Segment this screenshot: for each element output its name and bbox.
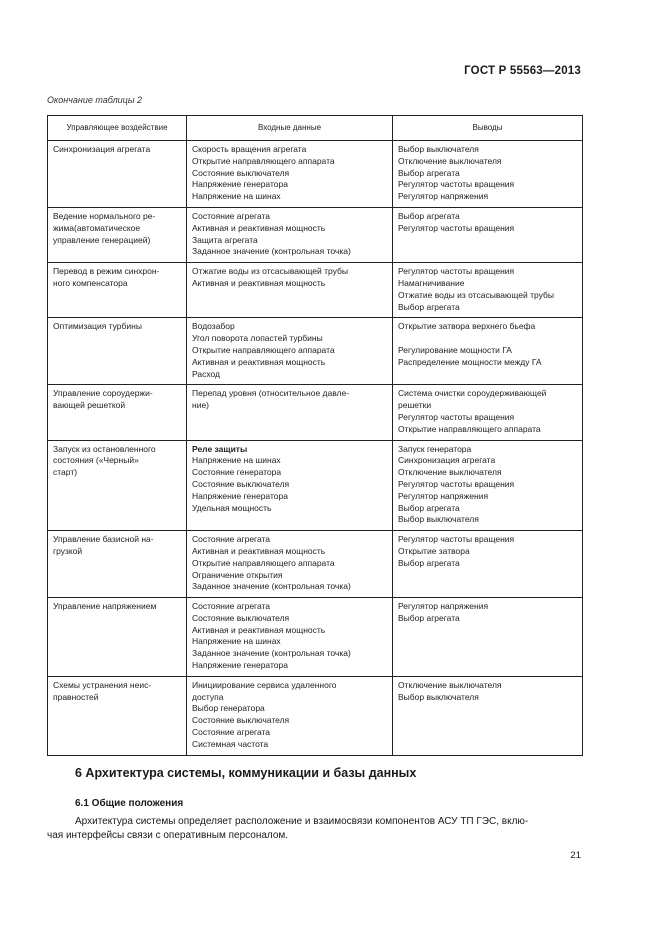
cell-line: Удельная мощность bbox=[192, 502, 272, 513]
cell-line: Регулятор частоты вращения bbox=[398, 411, 515, 422]
table-header-row bbox=[48, 116, 583, 141]
cell-line: Активная и реактивная мощность bbox=[192, 222, 326, 233]
cell-line: Напряжение генератора bbox=[192, 660, 288, 671]
cell-line: Запуск генератора bbox=[398, 443, 472, 454]
cell-inputs bbox=[187, 440, 393, 531]
table-row bbox=[48, 676, 583, 755]
cell-line: Отжатие воды из отсасывающей трубы bbox=[398, 289, 554, 300]
cell-line: Состояние выключателя bbox=[192, 478, 290, 489]
table-row bbox=[48, 598, 583, 677]
cell-line: Регулятор частоты вращения bbox=[398, 478, 515, 489]
cell-line: Состояние агрегата bbox=[192, 210, 271, 221]
data-table bbox=[47, 115, 583, 756]
cell-line: Отключение выключателя bbox=[398, 467, 502, 478]
cell-outputs bbox=[393, 598, 583, 677]
cell-action bbox=[48, 531, 187, 598]
cell-line: Открытие направляющего аппарата bbox=[398, 423, 541, 434]
cell-line: Напряжение на шинах bbox=[192, 455, 281, 466]
cell-line: Регулятор частоты вращения bbox=[398, 179, 515, 190]
cell-action bbox=[48, 141, 187, 208]
cell-line: управление генерацией) bbox=[53, 234, 151, 245]
column-header-action: Управляющее воздействие bbox=[48, 116, 187, 141]
cell-line: Синхронизация агрегата bbox=[398, 455, 496, 466]
cell-line: Напряжение на шинах bbox=[192, 636, 281, 647]
cell-line: Выбор выключателя bbox=[398, 144, 479, 154]
table-row bbox=[48, 141, 583, 208]
cell-action bbox=[48, 598, 187, 677]
cell-line: Перепад уровня (относительное давле- bbox=[192, 388, 350, 399]
cell-line: Скорость вращения агрегата bbox=[192, 144, 307, 154]
cell-line: Регулятор частоты вращения bbox=[398, 222, 515, 233]
cell-line: Регулятор частоты вращения bbox=[398, 266, 515, 277]
cell-line: Схемы устранения неис- bbox=[53, 679, 152, 690]
cell-line: Отжатие воды из отсасывающей трубы bbox=[192, 266, 348, 277]
subsection-title: 6.1 Общие положения bbox=[75, 798, 184, 809]
cell-outputs bbox=[393, 318, 583, 385]
cell-line: Заданное значение (контрольная точка) bbox=[192, 648, 351, 659]
paragraph-line: Архитектура системы определяет расположение и взаимосвязи компонентов АСУ ТП ГЭС, вклю- bbox=[75, 816, 529, 827]
cell-line: Распределение мощности между ГА bbox=[398, 356, 542, 367]
cell-outputs bbox=[393, 676, 583, 755]
cell-action bbox=[48, 385, 187, 440]
column-header-outputs: Выводы bbox=[393, 116, 583, 141]
cell-line: Инициирование сервиса удаленного bbox=[192, 679, 337, 690]
standard-number: ГОСТ Р 55563—2013 bbox=[464, 65, 581, 77]
page-number: 21 bbox=[570, 850, 581, 861]
cell-action bbox=[48, 676, 187, 755]
cell-line: Регулятор напряжения bbox=[398, 191, 489, 202]
cell-inputs bbox=[187, 676, 393, 755]
cell-line: Регулятор напряжения bbox=[398, 601, 489, 612]
cell-line: Выбор выключателя bbox=[398, 691, 479, 702]
cell-line: Защита агрегата bbox=[192, 234, 258, 245]
cell-outputs bbox=[393, 531, 583, 598]
cell-line: Открытие направляющего аппарата bbox=[192, 155, 335, 166]
cell-line: Состояние выключателя bbox=[192, 167, 290, 178]
cell-line: Активная и реактивная мощность bbox=[192, 624, 326, 635]
cell-line: Регулирование мощности ГА bbox=[398, 344, 512, 355]
cell-line: Заданное значение (контрольная точка) bbox=[192, 581, 351, 592]
cell-line: Напряжение на шинах bbox=[192, 191, 281, 202]
cell-line: Управление напряжением bbox=[53, 601, 157, 612]
cell-outputs bbox=[393, 440, 583, 531]
cell-line: Открытие затвора верхнего бьефа bbox=[398, 321, 536, 332]
cell-line: Реле защиты bbox=[192, 443, 248, 454]
cell-line: Регулятор частоты вращения bbox=[398, 534, 515, 545]
cell-inputs bbox=[187, 141, 393, 208]
cell-line: состояния («Черный» bbox=[53, 455, 139, 466]
cell-line: Запуск из остановленного bbox=[53, 443, 156, 454]
cell-outputs bbox=[393, 207, 583, 262]
cell-line: Выбор агрегата bbox=[398, 557, 460, 568]
cell-line: Намагничивание bbox=[398, 277, 465, 288]
cell-line: решетки bbox=[398, 400, 432, 411]
cell-line: Активная и реактивная мощность bbox=[192, 356, 326, 367]
cell-action bbox=[48, 263, 187, 318]
cell-line: Напряжение генератора bbox=[192, 179, 288, 190]
cell-inputs bbox=[187, 263, 393, 318]
table-row bbox=[48, 385, 583, 440]
cell-line: Отключение выключателя bbox=[398, 679, 502, 690]
column-header-inputs: Входные данные bbox=[187, 116, 393, 141]
blank-line bbox=[398, 333, 577, 345]
cell-line: Состояние агрегата bbox=[192, 534, 271, 545]
cell-line: Открытие направляющего аппарата bbox=[192, 557, 335, 568]
cell-line: Расход bbox=[192, 368, 221, 379]
cell-line: Система очистки сороудерживающей bbox=[398, 388, 547, 399]
cell-line: Оптимизация турбины bbox=[53, 321, 142, 332]
cell-line: Состояние агрегата bbox=[192, 727, 271, 738]
cell-action bbox=[48, 440, 187, 531]
cell-line: Состояние агрегата bbox=[192, 601, 271, 612]
cell-line: Выбор агрегата bbox=[398, 612, 460, 623]
cell-line: Состояние выключателя bbox=[192, 715, 290, 726]
cell-line: Выбор агрегата bbox=[398, 210, 460, 221]
cell-outputs bbox=[393, 141, 583, 208]
cell-line: Выбор агрегата bbox=[398, 502, 460, 513]
section-title: 6 Архитектура системы, коммуникации и базы данных bbox=[75, 766, 417, 780]
cell-line: Синхронизация агрегата bbox=[53, 144, 151, 154]
cell-action bbox=[48, 207, 187, 262]
cell-line: вающей решеткой bbox=[53, 400, 126, 411]
cell-line: Состояние генератора bbox=[192, 467, 282, 478]
table-body bbox=[48, 141, 583, 756]
cell-line: Отключение выключателя bbox=[398, 155, 502, 166]
cell-line: Управление сороудержи- bbox=[53, 388, 153, 399]
cell-outputs bbox=[393, 263, 583, 318]
cell-inputs bbox=[187, 531, 393, 598]
cell-line: Выбор агрегата bbox=[398, 301, 460, 312]
cell-line: Открытие направляющего аппарата bbox=[192, 344, 335, 355]
cell-line: Регулятор напряжения bbox=[398, 490, 489, 501]
cell-line: Водозабор bbox=[192, 321, 235, 332]
cell-line: старт) bbox=[53, 467, 78, 478]
table-row bbox=[48, 207, 583, 262]
cell-line: жима(автоматическое bbox=[53, 222, 141, 233]
cell-line: Перевод в режим синхрон- bbox=[53, 266, 160, 277]
cell-line: Выбор генератора bbox=[192, 703, 265, 714]
table-row bbox=[48, 263, 583, 318]
cell-action bbox=[48, 318, 187, 385]
cell-line: Заданное значение (контрольная точка) bbox=[192, 246, 351, 257]
cell-inputs bbox=[187, 598, 393, 677]
paragraph-line: чая интерфейсы связи с оперативным персоналом. bbox=[47, 829, 289, 841]
cell-line: правностей bbox=[53, 691, 99, 702]
body-paragraph bbox=[47, 815, 582, 842]
cell-line: Открытие затвора bbox=[398, 545, 470, 556]
cell-line: Активная и реактивная мощность bbox=[192, 277, 326, 288]
cell-outputs bbox=[393, 385, 583, 440]
cell-line: ние) bbox=[192, 400, 209, 411]
cell-line: Выбор выключателя bbox=[398, 514, 479, 525]
cell-inputs bbox=[187, 318, 393, 385]
cell-line: Угол поворота лопастей турбины bbox=[192, 333, 323, 344]
cell-line: Ведение нормального ре- bbox=[53, 210, 156, 221]
cell-line: Выбор агрегата bbox=[398, 167, 460, 178]
table-row bbox=[48, 531, 583, 598]
cell-line: Активная и реактивная мощность bbox=[192, 545, 326, 556]
cell-line: грузкой bbox=[53, 545, 83, 556]
cell-line: Управление базисной на- bbox=[53, 534, 154, 545]
cell-inputs bbox=[187, 385, 393, 440]
cell-line: Системная частота bbox=[192, 738, 269, 749]
table-row bbox=[48, 318, 583, 385]
cell-line: Состояние выключателя bbox=[192, 612, 290, 623]
table-caption: Окончание таблицы 2 bbox=[47, 95, 142, 105]
table-row bbox=[48, 440, 583, 531]
cell-line: Ограничение открытия bbox=[192, 569, 283, 580]
cell-line: доступа bbox=[192, 691, 224, 702]
cell-line: Напряжение генератора bbox=[192, 490, 288, 501]
cell-inputs bbox=[187, 207, 393, 262]
cell-line: ного компенсатора bbox=[53, 277, 128, 288]
